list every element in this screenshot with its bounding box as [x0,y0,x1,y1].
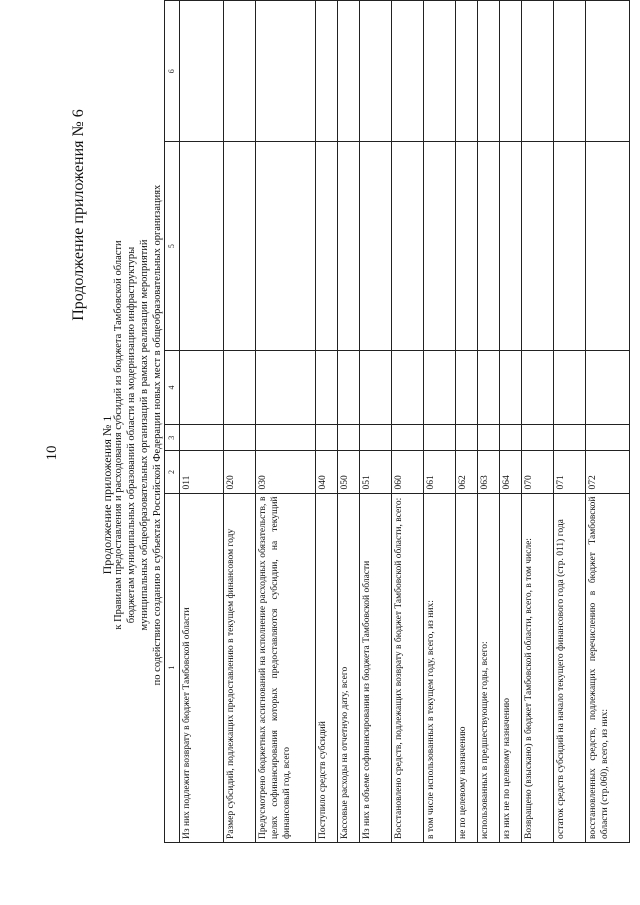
row-label: Поступило средств субсидий [316,493,338,842]
table-row [392,1,424,843]
table-row [256,1,316,843]
row-label: Из них подлежит возврату в бюджет Тамбовской области [180,493,224,842]
table-row [554,1,586,843]
empty-cell [256,350,316,424]
rules-line: муниципальных общеобразовательных организаций в рамках реализации мероприятий [139,239,150,631]
row-code: 071 [554,451,586,493]
empty-cell [360,350,392,424]
empty-cell [256,1,316,142]
row-code: 062 [456,451,478,493]
row-code: 072 [586,451,630,493]
row-code: 063 [478,451,500,493]
empty-cell [500,425,522,451]
empty-cell [180,350,224,424]
empty-cell [522,425,554,451]
table-row [360,1,392,843]
empty-cell [392,1,424,142]
empty-cell [392,425,424,451]
empty-cell [586,425,630,451]
empty-cell [338,350,360,424]
table-row [338,1,360,843]
empty-cell [316,425,338,451]
rules-line: бюджетам муниципальных образований области на модернизацию инфраструктуры [126,246,137,624]
empty-cell [316,350,338,424]
rules-reference-text [112,25,164,845]
empty-cell [522,350,554,424]
empty-cell [500,350,522,424]
page-number: 10 [44,445,60,461]
row-label: Кассовые расходы на отчетную дату, всего [338,493,360,842]
empty-cell [256,425,316,451]
empty-cell [424,142,456,350]
empty-cell [554,425,586,451]
column-header: 1 [165,493,180,842]
table-row [424,1,456,843]
empty-cell [478,142,500,350]
empty-cell [338,425,360,451]
row-code: 011 [180,451,224,493]
empty-cell [360,425,392,451]
empty-cell [554,142,586,350]
empty-cell [424,350,456,424]
empty-cell [456,350,478,424]
row-label: Возвращено (взыскано) в бюджет Тамбовской области, всего, в том числе: [522,493,554,842]
column-header: 2 [165,451,180,493]
empty-cell [360,142,392,350]
empty-cell [338,1,360,142]
rules-line: по содействию созданию в субъектах Российской Федерации новых мест в общеобразовательных организациях [152,184,163,686]
row-code: 064 [500,451,522,493]
table-row [456,1,478,843]
empty-cell [500,1,522,142]
row-label: Из них в объеме софинансирования из бюджета Тамбовской области [360,493,392,842]
empty-cell [256,142,316,350]
empty-cell [180,142,224,350]
row-label: остаток средств субсидий на начало текущего финансового года (стр. 011) года [554,493,586,842]
row-code: 051 [360,451,392,493]
empty-cell [554,350,586,424]
row-label: использованных в предшествующие годы, всего: [478,493,500,842]
empty-cell [392,142,424,350]
row-label: Размер субсидий, подлежащих предоставлению в текущем финансовом году [224,493,256,842]
empty-cell [224,142,256,350]
empty-cell [586,142,630,350]
row-label: из них не по целевому назначению [500,493,522,842]
column-header: 5 [165,142,180,350]
table-row [500,1,522,843]
table-row [180,1,224,843]
column-header: 6 [165,1,180,142]
row-code: 040 [316,451,338,493]
empty-cell [522,1,554,142]
report-table [164,0,630,843]
row-label: восстановленных средств, подлежащих перечислению в бюджет Тамбовской области (стр.060), всего, из них: [586,493,630,842]
empty-cell [180,1,224,142]
empty-cell [424,1,456,142]
empty-cell [424,425,456,451]
row-label: Предусмотрено бюджетных ассигнований на исполнение расходных обязательств, в целях софинансирования которых предоставляются субсидии, на текущий финансовый год, всего [256,493,316,842]
empty-cell [224,425,256,451]
row-label: не по целевому назначению [456,493,478,842]
appendix-subtitle: Продолжение приложения № 1 [100,415,114,575]
appendix-title: Продолжение приложения № 6 [70,109,87,321]
empty-cell [360,1,392,142]
empty-cell [478,350,500,424]
table-row [478,1,500,843]
empty-cell [586,350,630,424]
empty-cell [554,1,586,142]
column-header: 3 [165,425,180,451]
empty-cell [478,425,500,451]
empty-cell [180,425,224,451]
row-code: 030 [256,451,316,493]
empty-cell [316,1,338,142]
empty-cell [224,350,256,424]
table-row [316,1,338,843]
row-code: 061 [424,451,456,493]
empty-cell [586,1,630,142]
empty-cell [522,142,554,350]
row-code: 060 [392,451,424,493]
row-code: 020 [224,451,256,493]
rules-line: к Правилам предоставления и расходования субсидий из бюджета Тамбовской области [113,240,124,630]
empty-cell [338,142,360,350]
empty-cell [224,1,256,142]
empty-cell [500,142,522,350]
empty-cell [392,350,424,424]
empty-cell [316,142,338,350]
column-header: 4 [165,350,180,424]
empty-cell [478,1,500,142]
table-row [224,1,256,843]
table-row [522,1,554,843]
empty-cell [456,425,478,451]
row-label: Восстановлено средств, подлежащих возврату в бюджет Тамбовской области, всего: [392,493,424,842]
row-code: 070 [522,451,554,493]
row-code: 050 [338,451,360,493]
table-row [586,1,630,843]
empty-cell [456,142,478,350]
table-header-row [165,1,180,843]
empty-cell [456,1,478,142]
row-label: в том числе использованных в текущем году, всего, из них: [424,493,456,842]
